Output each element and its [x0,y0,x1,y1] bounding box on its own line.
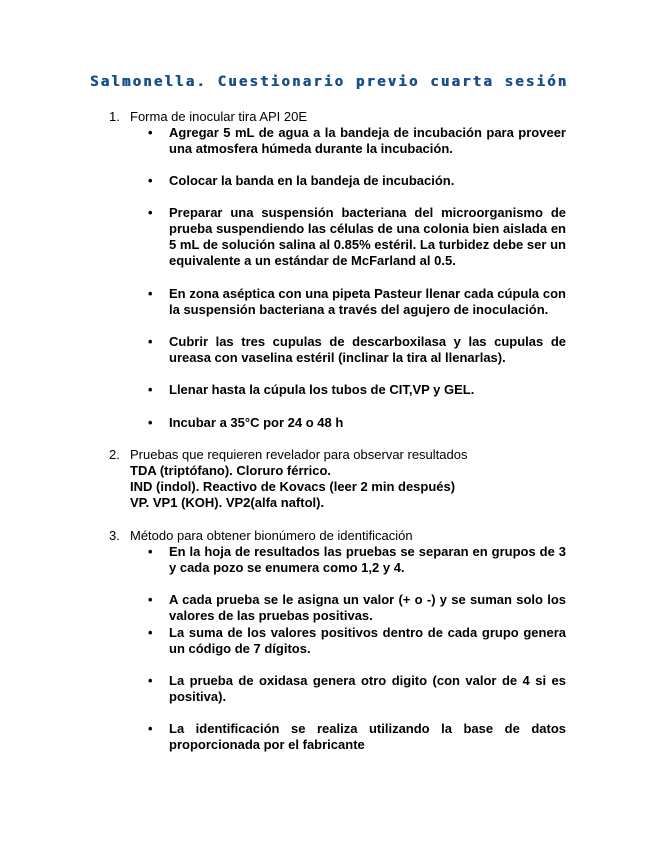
list-item-text: La prueba de oxidasa genera otro digito (con valor de 4 si es positiva). [169,673,566,704]
bullet-icon: • [148,125,153,140]
bullet-icon: • [148,173,153,188]
bullet-icon: • [148,544,153,559]
bullet-icon: • [148,415,153,430]
document-title: Salmonella. Cuestionario previo cuarta sesión [90,74,569,90]
list-item-text: Colocar la banda en la bandeja de incubación. [169,173,455,188]
bullet-icon: • [148,286,153,301]
bullet-icon: • [148,334,153,349]
list-item-text: Incubar a 35°C por 24 o 48 h [169,415,344,430]
list-item-text: Cubrir las tres cupulas de descarboxilasa y las cupulas de ureasa con vaselina estéril (inclinar la tira al llenarlas). [169,334,566,365]
list-item-text: Preparar una suspensión bacteriana del microorganismo de prueba suspendiendo las células de una colonia bien aislada en 5 mL de solución salina al 0.85% estéril. La turbidez debe ser un equivalente a un estándar de McFarland al 0.5. [169,205,566,268]
list-item-text: La identificación se realiza utilizando la base de datos proporcionada por el fabricante [169,721,566,752]
question-number: 1. [109,109,120,124]
bullet-icon: • [148,721,153,736]
list-item-text: En la hoja de resultados las pruebas se separan en grupos de 3 y cada pozo se enumera como 1,2 y 4. [169,544,566,575]
bullet-icon: • [148,625,153,640]
bullet-icon: • [148,592,153,607]
bullet-icon: • [148,205,153,220]
question-number: 2. [109,447,120,462]
answer-line: IND (indol). Reactivo de Kovacs (leer 2 min después) [130,479,456,494]
answer-line: VP. VP1 (KOH). VP2(alfa naftol). [130,495,325,510]
question-label: Método para obtener bionúmero de identificación [130,528,413,543]
question-label: Pruebas que requieren revelador para observar resultados [130,447,468,462]
question-label: Forma de inocular tira API 20E [130,109,308,124]
list-item-text: Llenar hasta la cúpula los tubos de CIT,VP y GEL. [169,382,475,397]
list-item-text: Agregar 5 mL de agua a la bandeja de incubación para proveer una atmosfera húmeda durante la incubación. [169,125,566,156]
list-item-text: A cada prueba se le asigna un valor (+ o -) y se suman solo los valores de las pruebas positivas. [169,592,566,623]
question-number: 3. [109,528,120,543]
list-item-text: En zona aséptica con una pipeta Pasteur llenar cada cúpula con la suspensión bacteriana a través del agujero de inoculación. [169,286,566,317]
bullet-icon: • [148,673,153,688]
list-item-text: La suma de los valores positivos dentro de cada grupo genera un código de 7 dígitos. [169,625,566,656]
bullet-icon: • [148,382,153,397]
answer-line: TDA (triptófano). Cloruro férrico. [130,463,332,478]
